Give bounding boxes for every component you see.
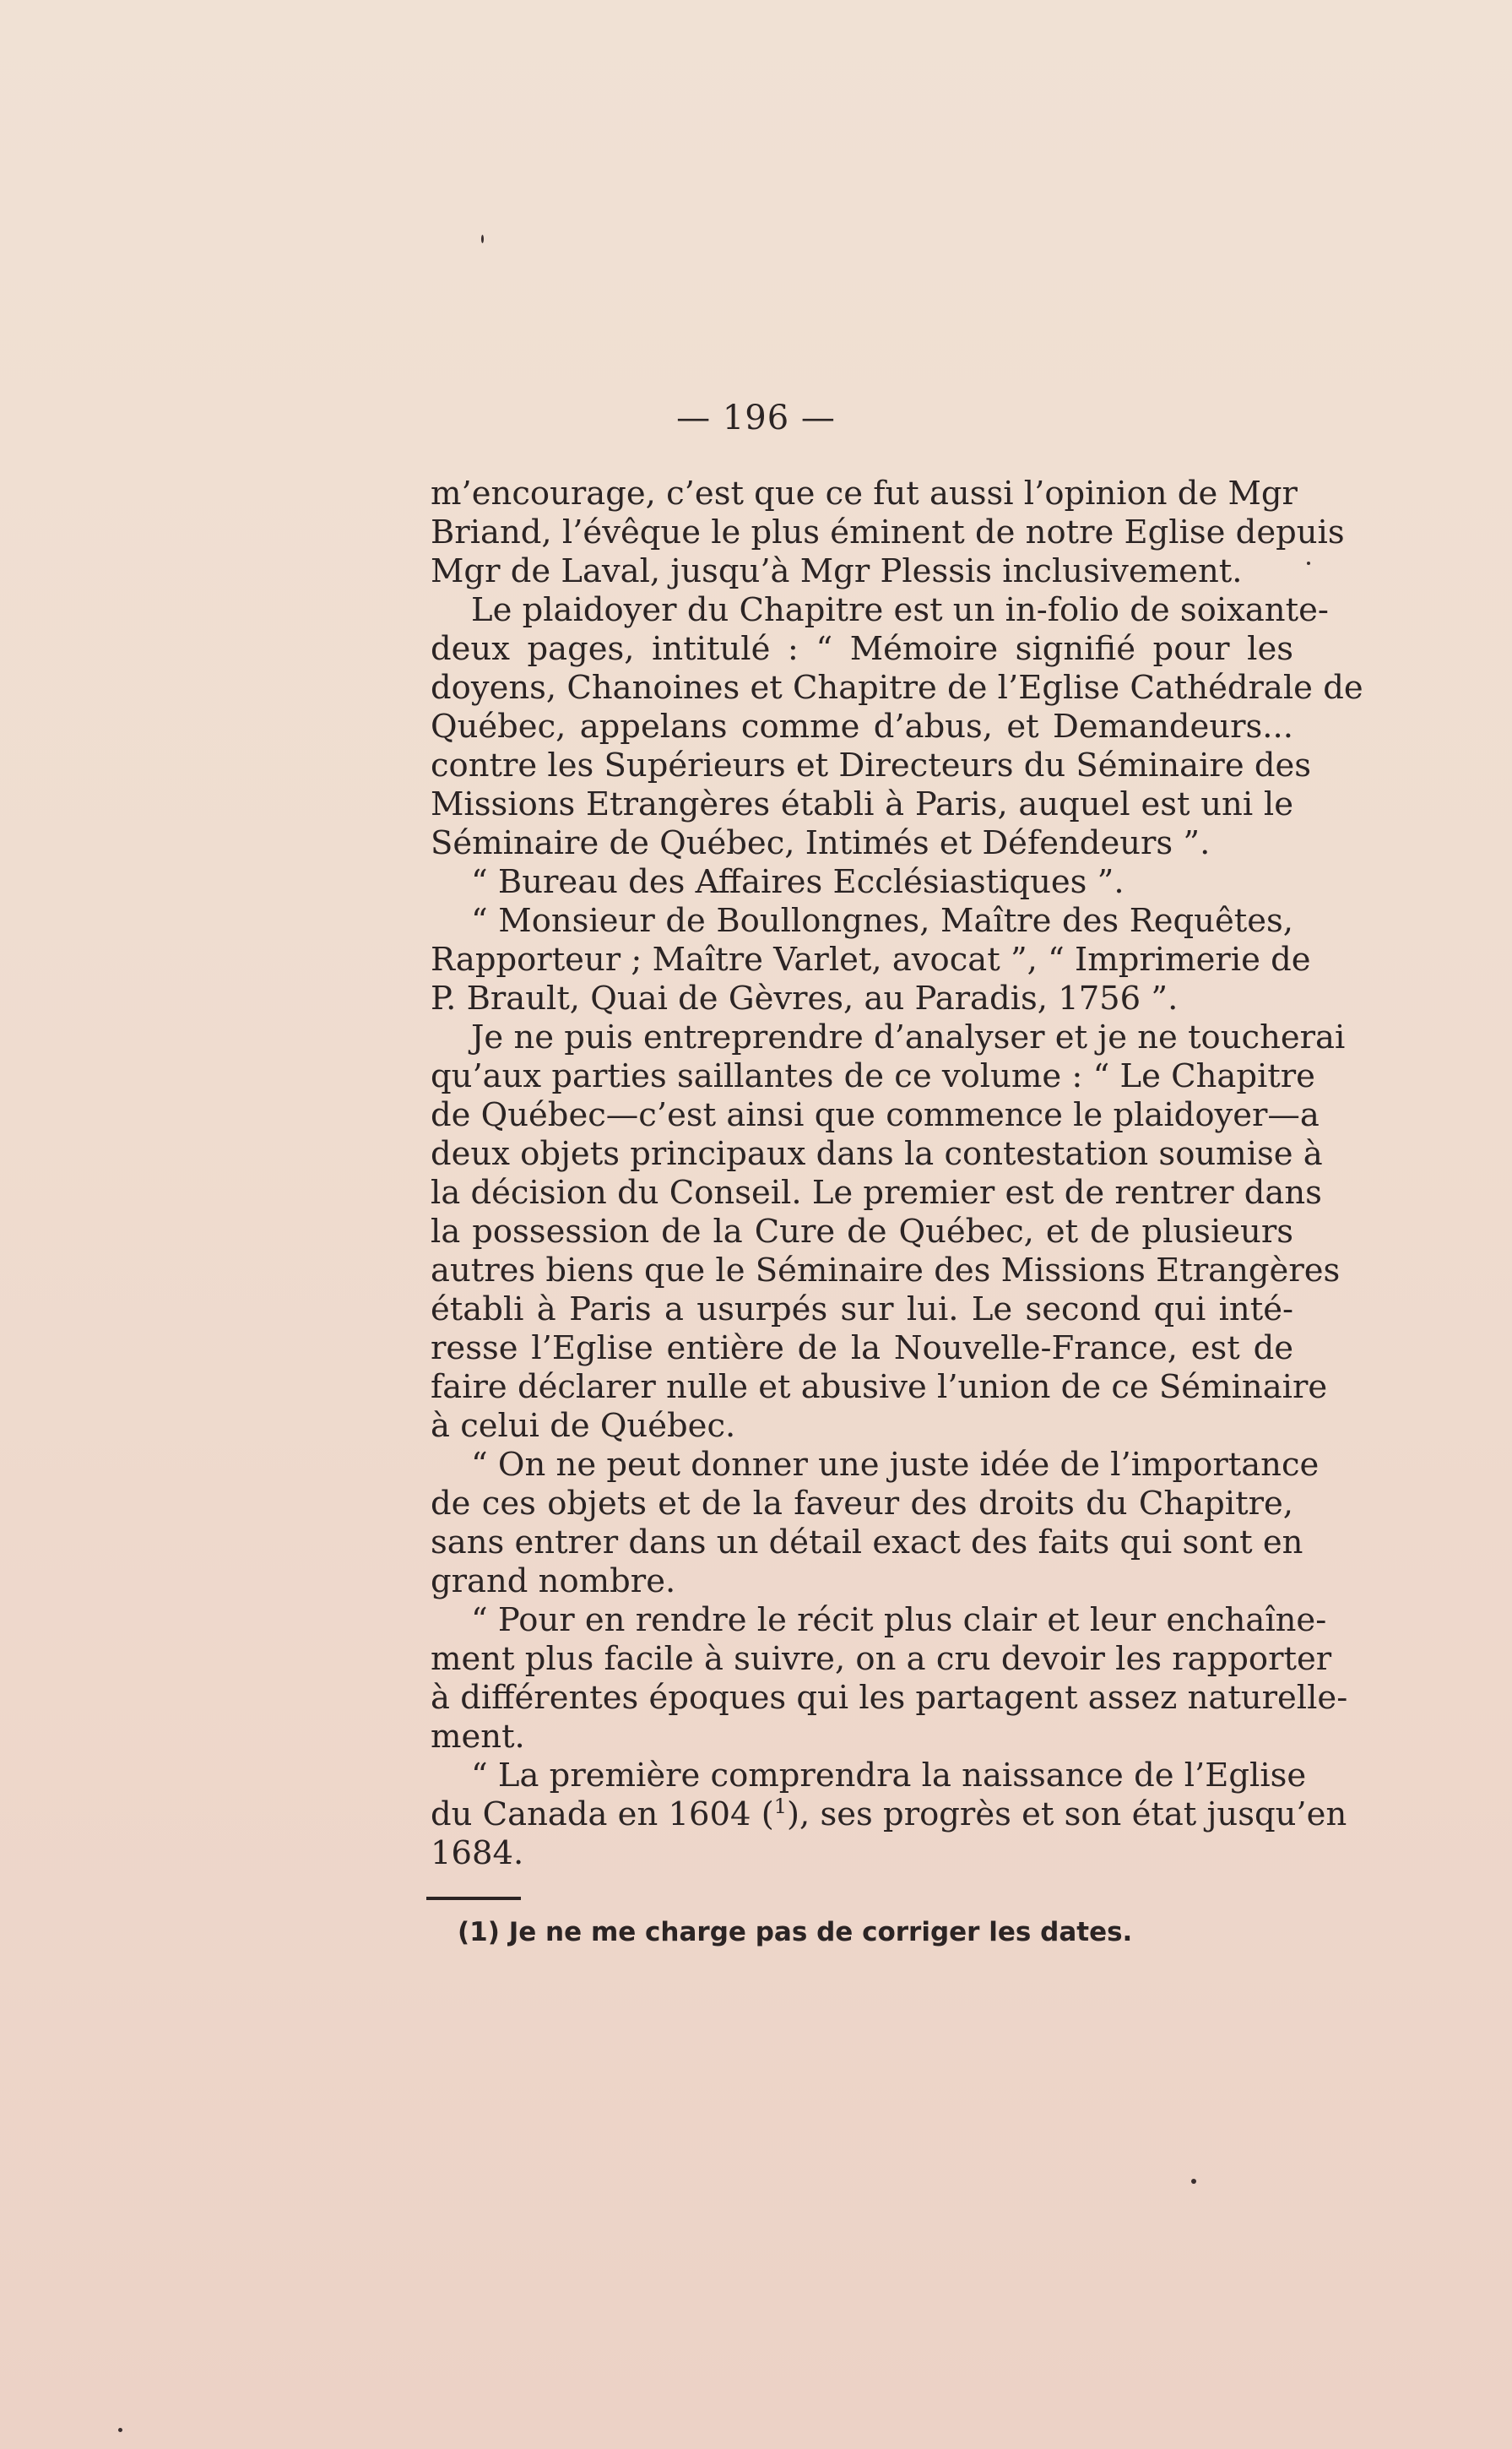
text-line bbox=[431, 1795, 1347, 1834]
text-line-content: Je ne puis entreprendre d’analyser et je ne toucherai bbox=[471, 1018, 1346, 1056]
text-line-content: établi à Paris a usurpés sur lui. Le second qui inté- bbox=[431, 1290, 1293, 1328]
text-line-content: qu’aux parties saillantes de ce volume : “ Le Chapitre bbox=[431, 1057, 1315, 1095]
paper-speck bbox=[1307, 562, 1310, 565]
text-line bbox=[431, 1679, 1348, 1718]
text-line bbox=[431, 1640, 1332, 1679]
text-line bbox=[431, 1485, 1293, 1523]
text-line bbox=[431, 941, 1311, 980]
text-line bbox=[431, 475, 1298, 513]
text-line bbox=[431, 747, 1312, 785]
text-line-content: grand nombre. bbox=[431, 1562, 676, 1600]
text-line-content: du Canada en 1604 ( bbox=[431, 1795, 774, 1833]
text-line bbox=[431, 591, 1329, 630]
text-line bbox=[431, 513, 1345, 552]
text-line bbox=[431, 1368, 1328, 1407]
footnote-text: Je ne me charge pas de corriger les dates. bbox=[508, 1917, 1133, 1947]
text-line-content: de ces objets et de la faveur des droits du Chapitre, bbox=[431, 1485, 1293, 1523]
text-line-content: contre les Supérieurs et Directeurs du Séminaire des bbox=[431, 747, 1312, 785]
text-line-content: Séminaire de Québec, Intimés et Défendeurs ”. bbox=[431, 824, 1211, 862]
text-line bbox=[431, 630, 1293, 669]
text-line-content: “ On ne peut donner une juste idée de l’importance bbox=[471, 1446, 1320, 1484]
text-line-content: sans entrer dans un détail exact des faits qui sont en bbox=[431, 1523, 1303, 1561]
text-line bbox=[431, 1096, 1320, 1135]
text-line bbox=[431, 1252, 1341, 1290]
text-line bbox=[431, 669, 1363, 708]
text-line bbox=[431, 1718, 1293, 1757]
text-line bbox=[431, 1329, 1293, 1368]
paper-speck bbox=[481, 235, 484, 243]
text-line-content: la possession de la Cure de Québec, et de plusieurs bbox=[431, 1213, 1293, 1251]
body-text bbox=[431, 475, 1363, 1873]
text-line-content: ment plus facile à suivre, on a cru devoir les rapporter bbox=[431, 1640, 1332, 1678]
text-line-content: de Québec—c’est ainsi que commence le plaidoyer—a bbox=[431, 1096, 1320, 1134]
footnote-marker: (1) bbox=[458, 1917, 500, 1947]
text-line bbox=[431, 1057, 1315, 1096]
text-line bbox=[431, 1446, 1320, 1485]
footnote bbox=[458, 1914, 1132, 1951]
text-line bbox=[431, 1757, 1307, 1795]
text-line bbox=[431, 1135, 1323, 1174]
text-line-content: 1684. bbox=[431, 1834, 524, 1872]
page-number: — 196 — bbox=[676, 399, 836, 437]
text-line-content: “ La première comprendra la naissance de l’Eglise bbox=[471, 1757, 1307, 1795]
text-line bbox=[431, 1523, 1303, 1562]
text-line bbox=[431, 1562, 1293, 1601]
footnote-reference: 1 bbox=[773, 1795, 788, 1819]
text-line-content: Le plaidoyer du Chapitre est un in-folio de soixante- bbox=[471, 591, 1329, 629]
text-line-content: autres biens que le Séminaire des Missions Etrangères bbox=[431, 1252, 1341, 1290]
text-line-content: Rapporteur ; Maître Varlet, avocat ”, “ Imprimerie de bbox=[431, 941, 1311, 979]
text-line bbox=[431, 1407, 1293, 1446]
text-line-content: la décision du Conseil. Le premier est de rentrer dans bbox=[431, 1174, 1322, 1212]
text-line-content: à celui de Québec. bbox=[431, 1407, 736, 1445]
text-line-content: m’encourage, c’est que ce fut aussi l’opinion de Mgr bbox=[431, 475, 1298, 513]
text-line-content: ment. bbox=[431, 1718, 525, 1756]
text-line bbox=[431, 1834, 1293, 1873]
text-line bbox=[431, 1213, 1293, 1252]
text-line bbox=[431, 1174, 1322, 1213]
paper-speck bbox=[1191, 2179, 1196, 2184]
text-line-content: doyens, Chanoines et Chapitre de l’Eglise Cathédrale de bbox=[431, 669, 1363, 707]
paper-speck bbox=[118, 2428, 122, 2432]
text-line-content: Briand, l’évêque le plus éminent de notre Eglise depuis bbox=[431, 513, 1345, 551]
text-line-content: Missions Etrangères établi à Paris, auquel est uni le bbox=[431, 785, 1293, 823]
text-line bbox=[431, 708, 1293, 747]
text-line bbox=[431, 824, 1293, 863]
text-line-content: deux objets principaux dans la contestation soumise à bbox=[431, 1135, 1323, 1173]
text-line bbox=[431, 902, 1293, 941]
text-line bbox=[431, 785, 1293, 824]
text-line bbox=[431, 1018, 1346, 1057]
text-line-content: P. Brault, Quai de Gèvres, au Paradis, 1756 ”. bbox=[431, 980, 1179, 1018]
text-line-content: resse l’Eglise entière de la Nouvelle-France, est de bbox=[431, 1329, 1293, 1367]
text-line-content: à différentes époques qui les partagent assez naturelle- bbox=[431, 1679, 1348, 1717]
text-line bbox=[431, 980, 1293, 1018]
text-line-content: ), ses progrès et son état jusqu’en bbox=[787, 1795, 1347, 1833]
text-line-content: faire déclarer nulle et abusive l’union de ce Séminaire bbox=[431, 1368, 1328, 1406]
text-line-content: Québec, appelans comme d’abus, et Demandeurs... bbox=[431, 708, 1293, 746]
text-line-content: “ Pour en rendre le récit plus clair et leur enchaîne- bbox=[471, 1601, 1327, 1639]
text-line-content: deux pages, intitulé : “ Mémoire signifié pour les bbox=[431, 630, 1293, 668]
text-line bbox=[431, 863, 1293, 902]
text-line bbox=[431, 1290, 1293, 1329]
footnote-rule bbox=[426, 1897, 521, 1900]
text-line-content: “ Bureau des Affaires Ecclésiastiques ”. bbox=[471, 863, 1125, 901]
text-line-content: Mgr de Laval, jusqu’à Mgr Plessis inclusivement. bbox=[431, 552, 1243, 590]
text-line-content: “ Monsieur de Boullongnes, Maître des Requêtes, bbox=[471, 902, 1293, 940]
text-line bbox=[431, 1601, 1327, 1640]
text-line bbox=[431, 552, 1293, 591]
